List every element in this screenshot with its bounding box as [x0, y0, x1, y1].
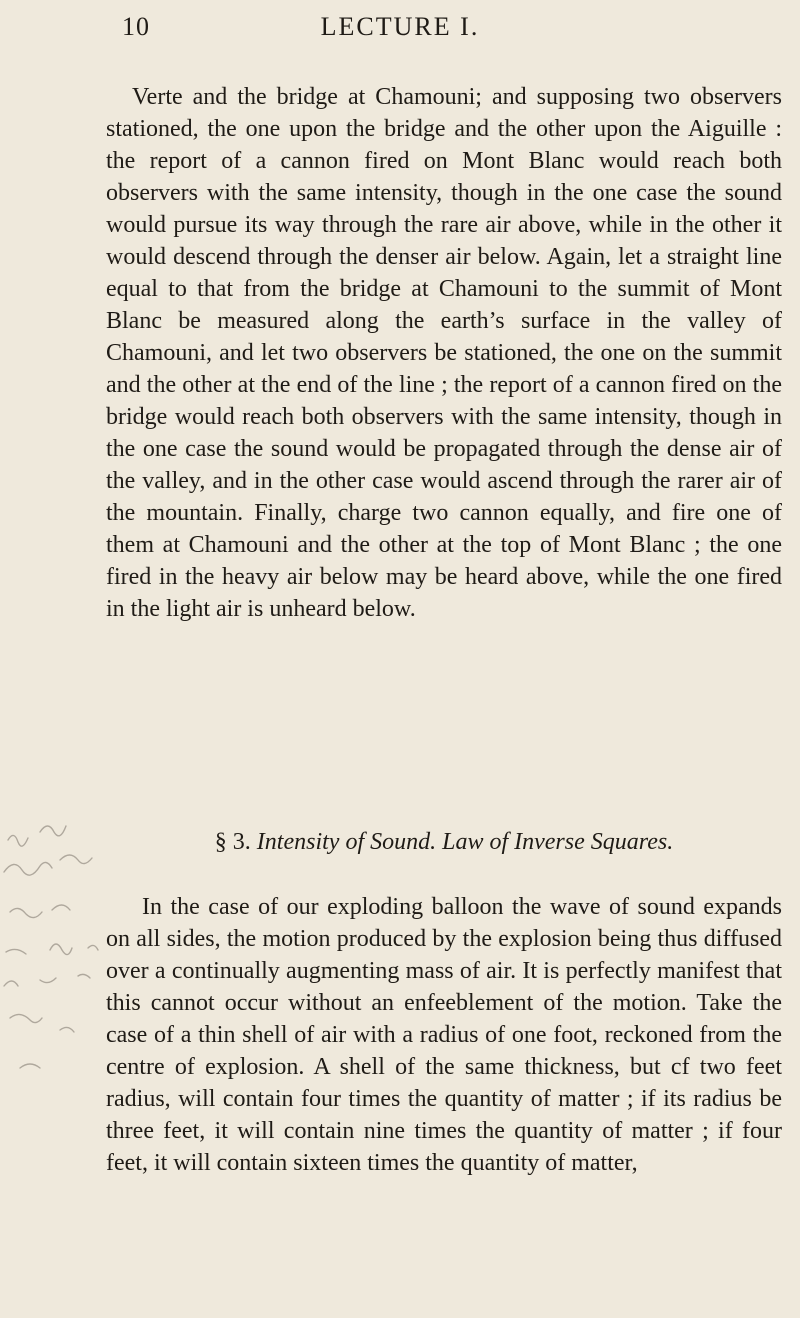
section-number: § 3.	[214, 829, 251, 855]
section-title: Intensity of Sound. Law of Inverse Squares.	[256, 829, 674, 855]
running-title: LECTURE I.	[320, 12, 480, 41]
page-number: 10	[122, 12, 150, 41]
paragraph-inverse-squares: In the case of our exploding balloon the wave of sound expands on all sides, the motion produced by the explosion being thus diffused over a continually augmenting mass of air. It is perfectly manifest that this cannot occur without an enfeeblement of the motion. Take the case of a thin shell of air with a radius of one foot, reckoned from the centre of explosion. A shell of the same thickness, but cf two feet radius, will contain four times the quantity of matter ; if its radius be three feet, it will contain nine times the quantity of matter ; if four feet, it will contain sixteen times the quantity of matter,	[106, 894, 782, 1176]
section-heading	[106, 826, 782, 858]
paragraph-chamouni: Verte and the bridge at Chamouni; and supposing two observers stationed, the one upon the bridge and the other upon the Aiguille : the report of a cannon fired on Mont Blanc would reach both observers with the same intensity, though in the one case the sound would pursue its way through the rare air above, while in the other it would descend through the denser air below. Again, let a straight line equal to that from the bridge at Chamouni to the summit of Mont Blanc be measured along the earth’s surface in the valley of Chamouni, and let two observers be stationed, the one on the summit and the other at the end of the line ; the report of a cannon fired on the bridge would reach both observers with the same intensity, though in the one case the sound would be propagated through the dense air of the valley, and in the other case would ascend through the rarer air of the mountain. Finally, charge two cannon equally, and fire one of them at Chamouni and the other at the top of Mont Blanc ; the one fired in the heavy air below may be heard above, while the one fired in the light air is unheard below.	[106, 84, 782, 622]
running-head	[0, 8, 800, 48]
margin-pencil-marks	[0, 780, 130, 1110]
